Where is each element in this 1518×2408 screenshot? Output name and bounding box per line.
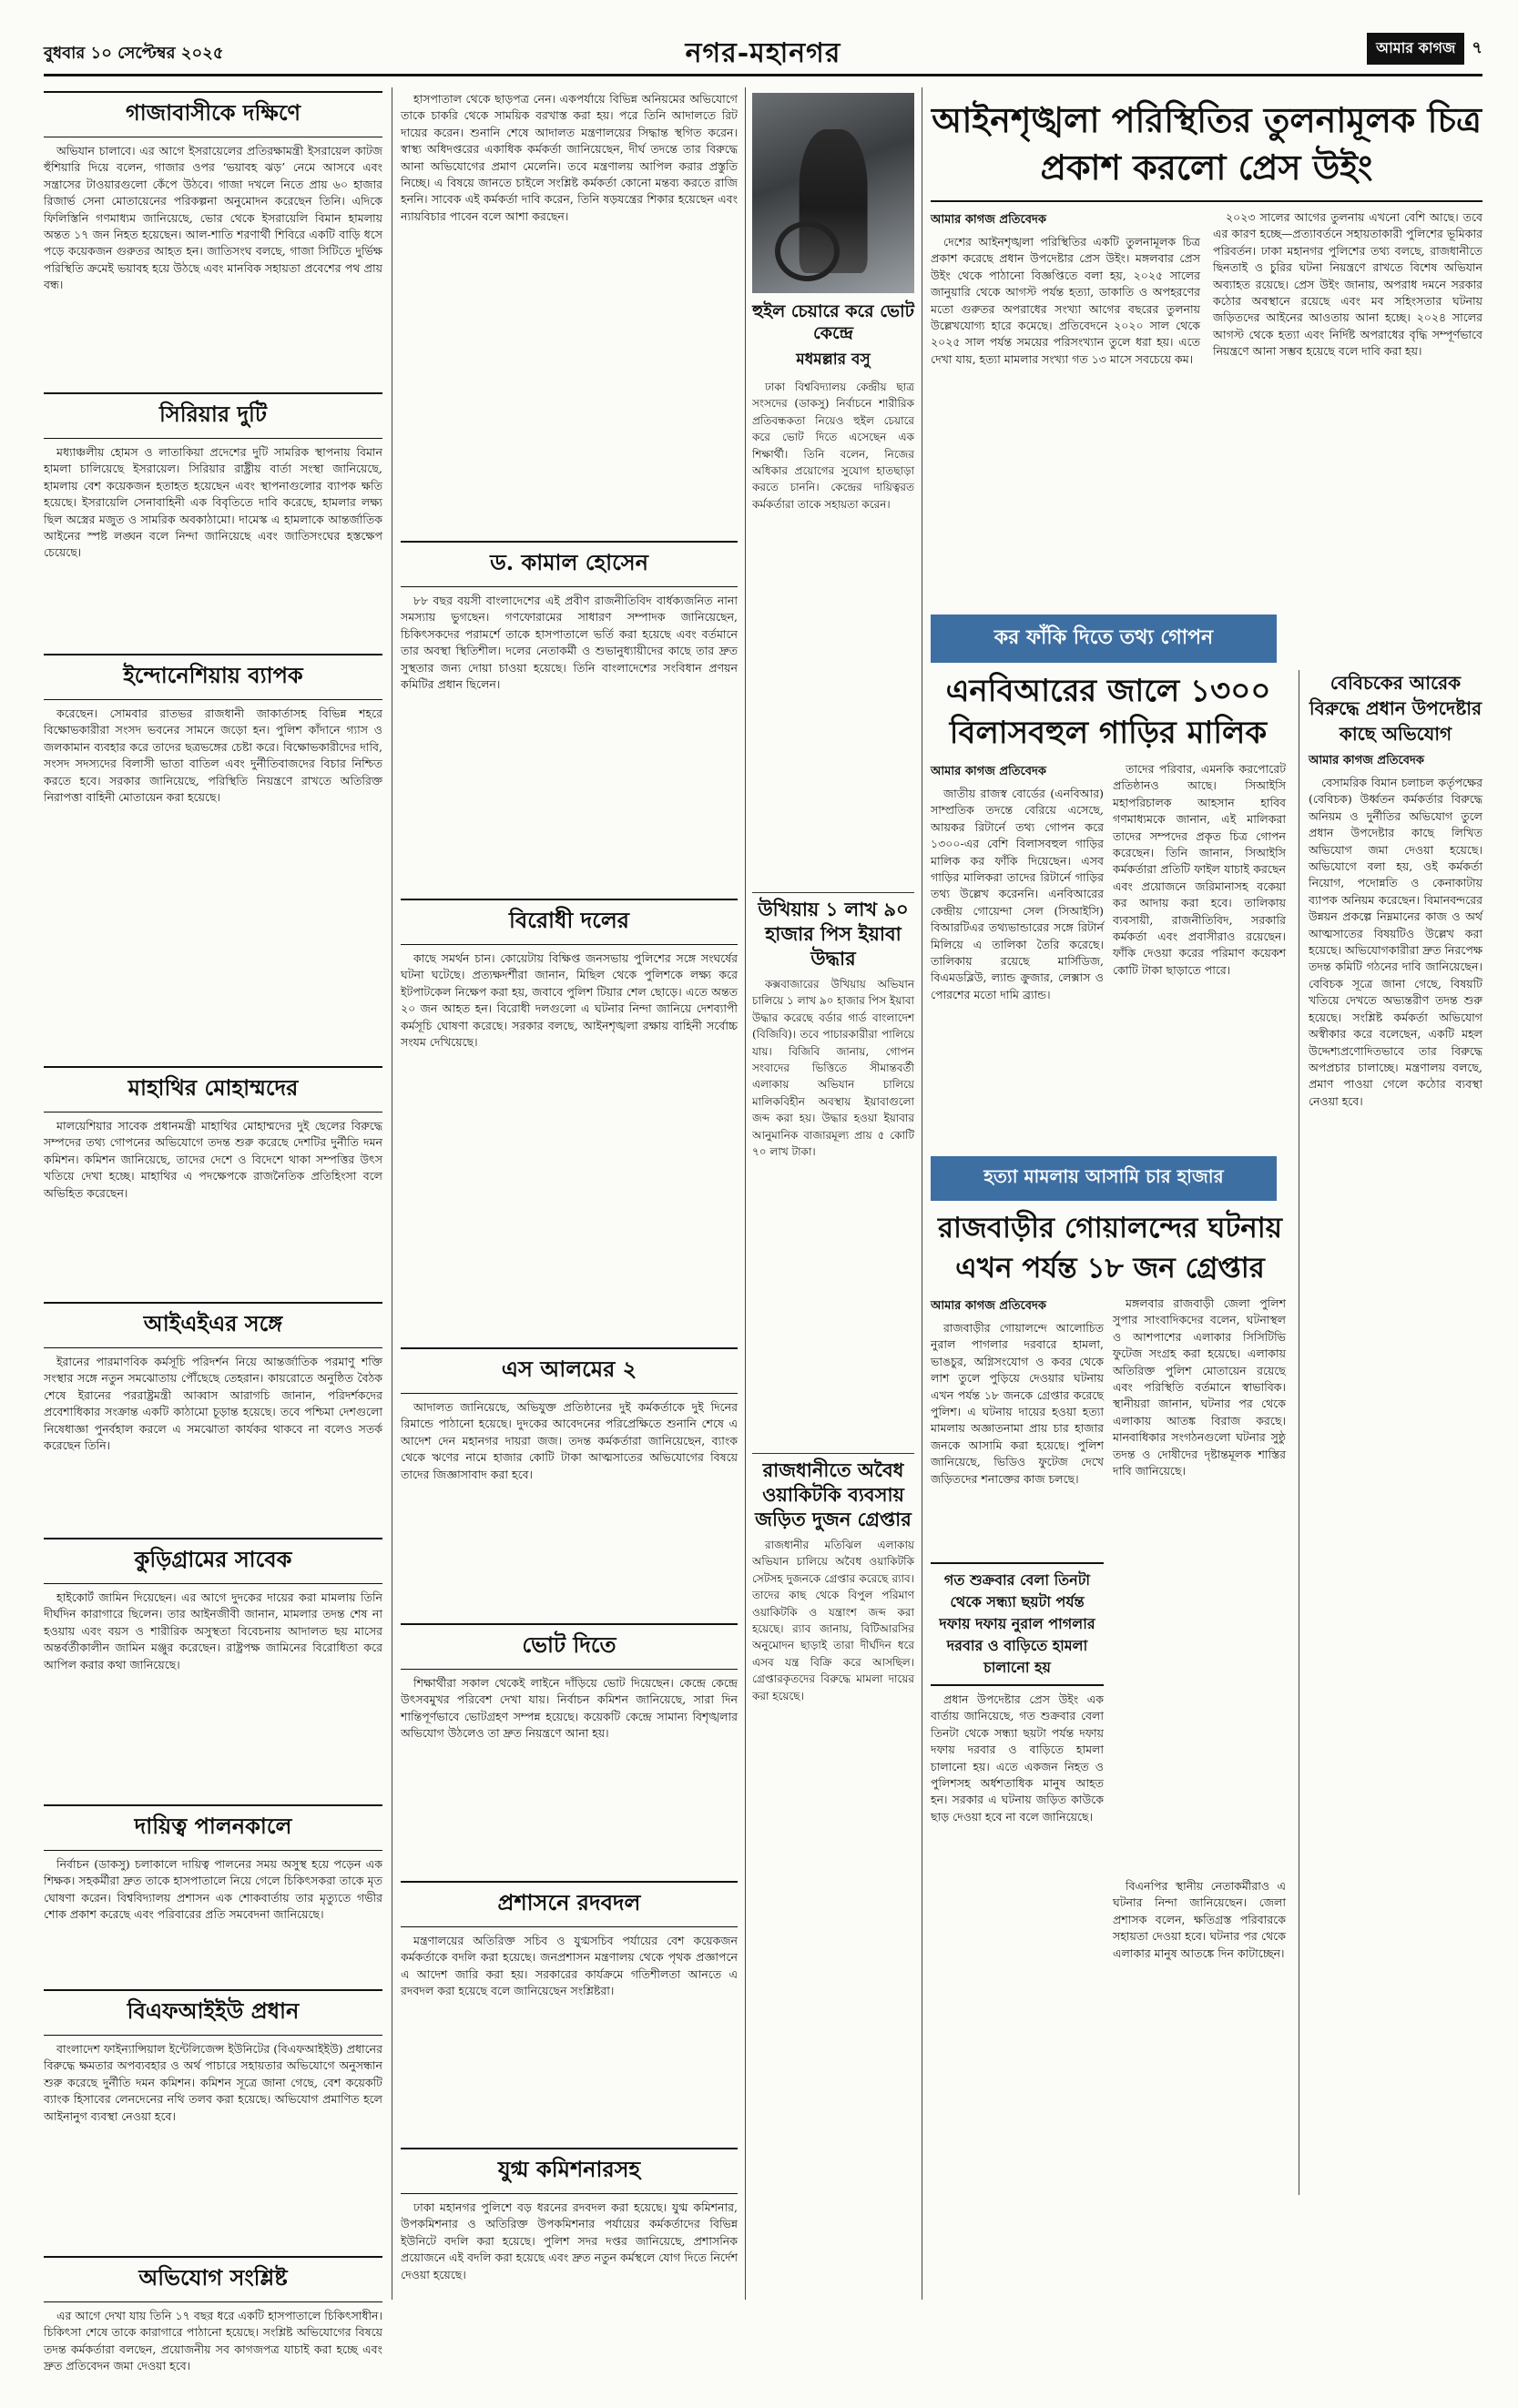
article-body: মধ্যাঞ্চলীয় হোমস ও লাতাকিয়া প্রদেশের দুটি সামরিক স্থাপনায় বিমান হামলা চালিয়েছে ইসরায়েল। সিরিয়ার রাষ্ট্রীয় বার্তা সংস্থা জানিয়েছে, হামলায় বেশ কয়েকজন হতাহত হয়েছেন এবং স্থাপনাগুলোর ব্যাপক ক্ষতি হয়েছে। ইসরায়েলি সেনাবাহিনী এক বিবৃতিতে দাবি করেছে, হামলার লক্ষ্য ছিল অস্ত্রের মজুত ও সামরিক অবকাঠামো। দামেস্ক এ হামলাকে আন্তর্জাতিক আইনের স্পষ্ট লঙ্ঘন বলে নিন্দা জানিয়েছে এবং জাতিসংঘের হস্তক্ষেপ চেয়েছে। [44, 445, 382, 560]
headline: সিরিয়ার দুটি [44, 392, 382, 439]
wheelchair-wheel [775, 221, 840, 281]
article-body: মালয়েশিয়ার সাবেক প্রধানমন্ত্রী মাহাথির মোহাম্মদের দুই ছেলের বিরুদ্ধে সম্পদের তথ্য গোপনের অভিযোগে তদন্ত শুরু করেছে দেশটির দুর্নীতি দমন কমিশন। কমিশন জানিয়েছে, তাদের দেশে ও বিদেশে থাকা সম্পত্তির উৎস খতিয়ে দেখা হচ্ছে। মাহাথির এ পদক্ষেপকে রাজনৈতিক প্রতিহিংসা বলে অভিহিত করেছেন। [44, 1119, 382, 1200]
headline: রাজধানীতে অবৈধ ওয়াকিটকি ব্যবসায় জড়িত দুজন গ্রেপ্তার [755, 1458, 912, 1530]
side-article [1299, 670, 1482, 2195]
headline: অভিযোগ সংশ্লিষ্ট [44, 2256, 382, 2302]
rajbari-byline: আমার কাগজ প্রতিবেদক [931, 1299, 1046, 1313]
kicker-banner: কর ফাঁকি দিতে তথ্য গোপন [931, 615, 1277, 663]
article-body: ৮৮ বছর বয়সী বাংলাদেশের এই প্রবীণ রাজনীতিবিদ বার্ধক্যজনিত নানা সমস্যায় ভুগছেন। গণফোরামের সাধারণ সম্পাদক জানিয়েছেন, চিকিৎসকদের পরামর্শে তাকে হাসপাতালে ভর্তি করা হয়েছে এবং বর্তমানে তার অবস্থা স্থিতিশীল। দলের নেতাকর্মী ও শুভানুধ্যায়ীদের কাছে তার দ্রুত সুস্থতার জন্য দোয়া চাওয়া হয়েছে। তিনি বাংলাদেশের সংবিধান প্রণয়ন কমিটির প্রধান ছিলেন। [401, 594, 738, 692]
photo-caption: হুইল চেয়ারে করে ভোট কেন্দ্রে [752, 301, 914, 343]
side-byline: আমার কাগজ প্রতিবেদক [1309, 754, 1424, 767]
photo-wheelchair-voter [752, 93, 914, 293]
column-divider [745, 87, 746, 2300]
kicker-banner: হত্যা মামলায় আসামি চার হাজার [931, 1156, 1277, 1201]
column-3 [752, 91, 914, 2312]
divider [752, 1453, 914, 1454]
lead-byline: আমার কাগজ প্রতিবেদক [931, 213, 1046, 227]
rajbari-headline: রাজবাড়ীর গোয়ালন্দের ঘটনায় এখন পর্যন্ত ১৮ জন গ্রেপ্তার [937, 1212, 1283, 1285]
headline: এস আলমের ২ [401, 1347, 738, 1394]
car-headline: এনবিআরের জালে ১৩০০ বিলাসবহুল গাড়ির মালিক [945, 673, 1271, 751]
article-body: ইরানের পারমাণবিক কর্মসূচি পরিদর্শন নিয়ে আন্তর্জাতিক পরমাণু শক্তি সংস্থার সঙ্গে নতুন সমঝোতায় পৌঁছেছে তেহরান। কায়রোতে অনুষ্ঠিত বৈঠক শেষে ইরানের পররাষ্ট্রমন্ত্রী আব্বাস আরাগচি জানান, পরিদর্শকদের প্রবেশাধিকার সংক্রান্ত একটি কাঠামো চূড়ান্ত হয়েছে। তবে পশ্চিমা দেশগুলো নিষেধাজ্ঞা পুনর্বহাল করলে এ সমঝোতা কার্যকর থাকবে না বলেও সতর্ক করেছেন তিনি। [44, 1355, 382, 1453]
headline: দায়িত্ব পালনকালে [44, 1804, 382, 1851]
car-byline: আমার কাগজ প্রতিবেদক [931, 765, 1046, 778]
article-body: মঙ্গলবার রাজবাড়ী জেলা পুলিশ সুপার সাংবাদিকদের বলেন, ঘটনাস্থল ও আশপাশের এলাকার সিসিটিভি ফুটেজ সংগ্রহ করা হয়েছে। এলাকায় অতিরিক্ত পুলিশ মোতায়েন রয়েছে এবং পরিস্থিতি বর্তমানে স্বাভাবিক। স্থানীয়রা জানান, ঘটনার পর থেকে এলাকায় আতঙ্ক বিরাজ করছে। মানবাধিকার সংগঠনগুলো ঘটনার সুষ্ঠু তদন্ত ও দোষীদের দৃষ্টান্তমূলক শাস্তির দাবি জানিয়েছে। [1113, 1296, 1286, 1478]
article-body: কাছে সমর্থন চান। কোয়েটায় বিক্ষিপ্ত জনসভায় পুলিশের সঙ্গে সংঘর্ষের ঘটনা ঘটেছে। প্রত্যক্ষদর্শীরা জানান, মিছিল থেকে পুলিশকে লক্ষ্য করে ইটপাটকেল নিক্ষেপ করা হয়, জবাবে পুলিশ টিয়ার শেল ছোড়ে। এতে অন্তত ২০ জন আহত হন। বিরোধী দলগুলো এ ঘটনার নিন্দা জানিয়ে দেশব্যাপী কর্মসূচি ঘোষণা করেছে। সরকার বলছে, আইনশৃঙ্খলা রক্ষায় বাহিনী সর্বোচ্চ সংযম দেখিয়েছে। [401, 951, 738, 1050]
column-1 [44, 91, 382, 2373]
article-body: করেছেন। সোমবার রাতভর রাজধানী জাকার্তাসহ বিভিন্ন শহরে বিক্ষোভকারীরা সংসদ ভবনের সামনে জড়ো হন। পুলিশ কাঁদানে গ্যাস ও জলকামান ব্যবহার করে তাদের ছত্রভঙ্গের চেষ্টা করে। বিক্ষোভকারীদের দাবি, সংসদ সদস্যদের বিলাসী ভাতা বাতিল এবং দুর্নীতিবাজদের বিচার নিশ্চিত করতে হবে। সরকার জানিয়েছে, পরিস্থিতি নিয়ন্ত্রণে রাখতে অতিরিক্ত নিরাপত্তা বাহিনী মোতায়েন করা হয়েছে। [44, 706, 382, 805]
article-body: দেশের আইনশৃঙ্খলা পরিস্থিতির একটি তুলনামূলক চিত্র প্রকাশ করেছে প্রধান উপদেষ্টার প্রেস উইং। মঙ্গলবার প্রেস উইং থেকে পাঠানো বিজ্ঞপ্তিতে বলা হয়, ২০২৫ সালের জানুয়ারি থেকে আগস্ট পর্যন্ত হত্যা, ডাকাতি ও অপহরণের মতো গুরুতর অপরাধের সংখ্যা আগের বছরের তুলনায় উল্লেখযোগ্য হারে কমেছে। প্রতিবেদনে ২০২০ সাল থেকে ২০২৫ সাল পর্যন্ত সময়ের পরিসংখ্যান তুলে ধরা হয়। এতে দেখা যায়, হত্যা মামলার সংখ্যা গত ১৩ মাসে সবচেয়ে কম। [931, 235, 1200, 366]
article-body: নির্বাচন (ডাকসু) চলাকালে দায়িত্ব পালনের সময় অসুস্থ হয়ে পড়েন এক শিক্ষক। সহকর্মীরা দ্রুত তাকে হাসপাতালে নিয়ে গেলে চিকিৎসকরা তাকে মৃত ঘোষণা করেন। বিশ্ববিদ্যালয় প্রশাসন এক শোকবার্তায় তার মৃত্যুতে গভীর শোক প্রকাশ করেছে এবং পরিবারের প্রতি সমবেদনা জানিয়েছে। [44, 1857, 382, 1922]
side-headline: বেবিচকের আরেক বিরুদ্ধে প্রধান উপদেষ্টার কাছে অভিযোগ [1309, 672, 1482, 745]
headline: ভোট দিতে [401, 1623, 738, 1670]
article-body: অভিযান চালাবে। এর আগে ইসরায়েলের প্রতিরক্ষামন্ত্রী ইসরায়েল কাটজ হুঁশিয়ারি দিয়ে বলেন, গাজার ওপর ‘ভয়াবহ ঝড়’ নেমে আসবে এবং সন্ত্রাসের টাওয়ারগুলো কেঁপে উঠবে। গাজা দখলে নিতে প্রায় ৬০ হাজার রিজার্ভ সেনা মোতায়েনের পরিকল্পনা অনুমোদন করেছেন তিনি। এদিকে ফিলিস্তিনি গণমাধ্যম জানিয়েছে, ভোর থেকে ইসরায়েলি বিমান হামলায় অন্তত ১৭ জন নিহত হয়েছেন। আল-শাতি শরণার্থী শিবিরে একটি বাড়ি ধসে পড়ে কয়েকজন গুরুতর আহত হন। জাতিসংঘ বলছে, গাজা সিটিতে দুর্ভিক্ষ পরিস্থিতি ক্রমেই ভয়াবহ হয়ে উঠছে এবং মানবিক সহায়তা প্রবেশের পথ প্রায় বন্ধ। [44, 144, 382, 292]
article-body: হাসপাতাল থেকে ছাড়পত্র নেন। একপর্যায়ে বিভিন্ন অনিয়মের অভিযোগে তাকে চাকরি থেকে সাময়িক বরখাস্ত করা হয়। পরে তিনি আদালতে রিট দায়ের করেন। শুনানি শেষে আদালত মন্ত্রণালয়ের সিদ্ধান্ত স্থগিত করেন। স্বাস্থ্য অধিদপ্তরের একাধিক কর্মকর্তা জানিয়েছেন, দীর্ঘ তদন্তে তার বিরুদ্ধে আনা অভিযোগের প্রমাণ মেলেনি। তবে মন্ত্রণালয় আপিল করার প্রস্তুতি নিচ্ছে। এ বিষয়ে জানতে চাইলে সংশ্লিষ্ট কর্মকর্তা কোনো মন্তব্য করতে রাজি হননি। সাবেক এই কর্মকর্তা দাবি করেন, তিনি ষড়যন্ত্রের শিকার হয়েছেন এবং ন্যায়বিচার পাবেন বলে আশা করছেন। [401, 92, 738, 223]
article-body: হাইকোর্ট জামিন দিয়েছেন। এর আগে দুদকের দায়ের করা মামলায় তিনি দীর্ঘদিন কারাগারে ছিলেন। তার আইনজীবী জানান, মামলার তদন্ত শেষ না হওয়ায় এবং বয়স ও শারীরিক অসুস্থতা বিবেচনায় আদালত ছয় মাসের অন্তর্বর্তীকালীন জামিন মঞ্জুর করেছেন। রাষ্ট্রপক্ষ জামিনের বিরোধিতা করে আপিল করার কথা জানিয়েছে। [44, 1590, 382, 1671]
article-body: বাংলাদেশ ফাইন্যান্সিয়াল ইন্টেলিজেন্স ইউনিটের (বিএফআইইউ) প্রধানের বিরুদ্ধে ক্ষমতার অপব্যবহার ও অর্থ পাচারে সহায়তার অভিযোগে অনুসন্ধান শুরু করেছে দুর্নীতি দমন কমিশন। কমিশন সূত্রে জানা গেছে, বেশ কয়েকটি ব্যাংক হিসাবের লেনদেনের নথি তলব করা হয়েছে। অভিযোগ প্রমাণিত হলে আইনানুগ ব্যবস্থা নেওয়া হবে। [44, 2042, 382, 2123]
article-body: ঢাকা বিশ্ববিদ্যালয় কেন্দ্রীয় ছাত্র সংসদের (ডাকসু) নির্বাচনে শারীরিক প্রতিবন্ধকতা নিয়েও হুইল চেয়ারে করে ভোট দিতে এসেছেন এক শিক্ষার্থী। তিনি বলেন, নিজের অধিকার প্রয়োগের সুযোগ হাতছাড়া করতে চাননি। কেন্দ্রের দায়িত্বরত কর্মকর্তারা তাকে সহায়তা করেন। [752, 381, 914, 511]
rajbari-article [931, 1156, 1289, 2312]
article-body: রাজধানীর মতিঝিল এলাকায় অভিযান চালিয়ে অবৈধ ওয়াকিটকি সেটসহ দুজনকে গ্রেপ্তার করেছে র‌্যাব। তাদের কাছ থেকে বিপুল পরিমাণ ওয়াকিটকি ও যন্ত্রাংশ জব্দ করা হয়েছে। র‌্যাব জানায়, বিটিআরসির অনুমোদন ছাড়াই তারা দীর্ঘদিন ধরে এসব যন্ত্র বিক্রি করে আসছিল। গ্রেপ্তারকৃতদের বিরুদ্ধে মামলা দায়ের করা হয়েছে। [752, 1539, 914, 1702]
page-header [44, 27, 1482, 76]
column-2 [401, 91, 738, 2312]
article-body: মন্ত্রণালয়ের অতিরিক্ত সচিব ও যুগ্মসচিব পর্যায়ের বেশ কয়েকজন কর্মকর্তাকে বদলি করা হয়েছে। জনপ্রশাসন মন্ত্রণালয় থেকে পৃথক প্রজ্ঞাপনে এ আদেশ জারি করা হয়। সরকারের কার্যক্রমে গতিশীলতা আনতে এ রদবদল করা হয়েছে বলে জানিয়েছেন সংশ্লিষ্টরা। [401, 1934, 738, 1998]
article-body: রাজবাড়ীর গোয়ালন্দে আলোচিত নুরাল পাগলার দরবারে হামলা, ভাঙচুর, অগ্নিসংযোগ ও কবর থেকে লাশ তুলে পুড়িয়ে দেওয়ার ঘটনায় এখন পর্যন্ত ১৮ জনকে গ্রেপ্তার করেছে পুলিশ। এ ঘটনায় দায়ের হওয়া হত্যা মামলায় অজ্ঞাতনামা প্রায় চার হাজার জনকে আসামি করা হয়েছে। পুলিশ জানিয়েছে, ভিডিও ফুটেজ দেখে জড়িতদের শনাক্তের কাজ চলছে। [931, 1321, 1104, 1486]
article-body: আদালত জানিয়েছে, অভিযুক্ত প্রতিষ্ঠানের দুই কর্মকর্তাকে দুই দিনের রিমান্ডে পাঠানো হয়েছে। দুদকের আবেদনের পরিপ্রেক্ষিতে শুনানি শেষে এ আদেশ দেন মহানগর দায়রা জজ। তদন্ত কর্মকর্তারা জানিয়েছেন, ব্যাংক থেকে ঋণের নামে হাজার কোটি টাকা আত্মসাতের অভিযোগের বিষয়ে তাদের জিজ্ঞাসাবাদ করা হবে। [401, 1400, 738, 1481]
headline: বিরোধী দলের [401, 899, 738, 945]
pull-quote: গত শুক্রবার বেলা তিনটা থেকে সন্ধ্যা ছয়টা পর্যন্ত দফায় দফায় নুরাল পাগলার দরবার ও বাড়িতে হামলা চালানো হয় [931, 1562, 1104, 1686]
issue-date: বুধবার ১০ সেপ্টেম্বর ২০২৫ [44, 44, 224, 63]
lead-article [931, 209, 1482, 607]
headline: যুগ্ম কমিশনারসহ [401, 2148, 738, 2194]
header-right [1367, 33, 1482, 65]
headline: আইএইএর সঙ্গে [44, 1302, 382, 1348]
article-body: এর আগে দেখা যায় তিনি ১৭ বছর ধরে একটি হাসপাতালে চিকিৎসাধীন। চিকিৎসা শেষে তাকে কারাগারে পাঠানো হয়েছে। সংশ্লিষ্ট অভিযোগের বিষয়ে তদন্ত কর্মকর্তারা বলছেন, প্রয়োজনীয় সব কাগজপত্র যাচাই করা হচ্ছে এবং দ্রুত প্রতিবেদন জমা দেওয়া হবে। [44, 2309, 382, 2373]
section-title: নগর-মহানগর [685, 37, 841, 69]
headline: বিএফআইইউ প্রধান [44, 1989, 382, 2036]
article-body: জাতীয় রাজস্ব বোর্ডের (এনবিআর) সাম্প্রতিক তদন্তে বেরিয়ে এসেছে, আয়কর রিটার্নে তথ্য গোপন করে ১৩০০-এর বেশি বিলাসবহুল গাড়ির মালিক কর ফাঁকি দিয়েছেন। এসব গাড়ির মালিকরা তাদের রিটার্নে গাড়ির তথ্য উল্লেখ করেননি। এনবিআরের কেন্দ্রীয় গোয়েন্দা সেল (সিআইসি) বিআরটিএর তথ্যভান্ডারের সঙ্গে রিটার্ন মিলিয়ে এ তালিকা তৈরি করেছে। তালিকায় রয়েছে মার্সিডিজ, বিএমডব্লিউ, ল্যান্ড ক্রুজার, লেক্সাস ও পোরশের মতো দামি ব্র্যান্ড। [931, 787, 1104, 1001]
page-number: ৭ [1472, 38, 1482, 57]
headline: ড. কামাল হোসেন [401, 541, 738, 587]
divider [752, 892, 914, 893]
article-body: তাদের পরিবার, এমনকি করপোরেট প্রতিষ্ঠানও আছে। সিআইসি মহাপরিচালক আহসান হাবিব গণমাধ্যমকে জানান, এই মালিকরা তাদের সম্পদের প্রকৃত চিত্র গোপন করেছেন। তিনি জানান, সিআইসি কর্মকর্তারা প্রতিটি ফাইল যাচাই করছেন এবং প্রয়োজনে জরিমানাসহ বকেয়া কর আদায় করা হবে। তালিকায় ব্যবসায়ী, রাজনীতিবিদ, সরকারি কর্মকর্তা এবং প্রবাসীরাও রয়েছেন। ফাঁকি দেওয়া করের পরিমাণ কয়েকশ কোটি টাকা ছাড়াতে পারে। [1113, 762, 1286, 977]
headline: মাহাথির মোহাম্মদের [44, 1066, 382, 1113]
article-body: ঢাকা মহানগর পুলিশে বড় ধরনের রদবদল করা হয়েছে। যুগ্ম কমিশনার, উপকমিশনার ও অতিরিক্ত উপকমিশনার পর্যায়ের কর্মকর্তাদের বিভিন্ন ইউনিটে বদলি করা হয়েছে। পুলিশ সদর দপ্তর জানিয়েছে, প্রশাসনিক প্রয়োজনে এই বদলি করা হয়েছে এবং দ্রুত নতুন কর্মস্থলে যোগ দিতে নির্দেশ দেওয়া হয়েছে। [401, 2200, 738, 2281]
article-body: ২০২৩ সালের আগের তুলনায় এখনো বেশি আছে। তবে এর কারণ হচ্ছে—প্রত্যাবর্তনে সহায়তাকারী পুলিশের ভূমিকার পরিবর্তন। ঢাকা মহানগর পুলিশের তথ্য বলছে, রাজধানীতে ছিনতাই ও চুরির ঘটনা নিয়ন্ত্রণে রাখতে বিশেষ অভিযান অব্যাহত রয়েছে। প্রেস উইং জানায়, অপরাধ দমনে সরকার কঠোর অবস্থানে রয়েছে এবং মব সহিংসতার ঘটনায় জড়িতদের আইনের আওতায় আনা হচ্ছে। ২০২৪ সালের আগস্ট থেকে হত্যা এবং নির্দিষ্ট অপরাধের বৃদ্ধি সম্পূর্ণভাবে নিয়ন্ত্রণে আনা সম্ভব হয়েছে বলে দাবি করা হয়। [1213, 210, 1482, 359]
headline: উখিয়ায় ১ লাখ ৯০ হাজার পিস ইয়াবা উদ্ধার [758, 898, 909, 970]
article-body: শিক্ষার্থীরা সকাল থেকেই লাইনে দাঁড়িয়ে ভোট দিয়েছেন। কেন্দ্রে কেন্দ্রে উৎসবমুখর পরিবেশ দেখা যায়। নির্বাচন কমিশন জানিয়েছে, সারা দিন শান্তিপূর্ণভাবে ভোটগ্রহণ সম্পন্ন হয়েছে। কয়েকটি কেন্দ্রে সামান্য বিশৃঙ্খলার অভিযোগ উঠলেও তা দ্রুত নিয়ন্ত্রণে আনা হয়। [401, 1676, 738, 1741]
article-body: প্রধান উপদেষ্টার প্রেস উইং এক বার্তায় জানিয়েছে, গত শুক্রবার বেলা তিনটা থেকে সন্ধ্যা ছয়টা পর্যন্ত দফায় দফায় দরবার ও বাড়িতে হামলা চালানো হয়। এতে একজন নিহত ও পুলিশসহ অর্ধশতাধিক মানুষ আহত হন। সরকার এ ঘটনায় জড়িত কাউকে ছাড় দেওয়া হবে না বলে জানিয়েছে। [931, 1692, 1104, 1824]
headline: কুড়িগ্রামের সাবেক [44, 1538, 382, 1584]
headline: ইন্দোনেশিয়ায় ব্যাপক [44, 654, 382, 700]
article-body: কক্সবাজারের উখিয়ায় অভিযান চালিয়ে ১ লাখ ৯০ হাজার পিস ইয়াবা উদ্ধার করেছে বর্ডার গার্ড বাংলাদেশ (বিজিবি)। তবে পাচারকারীরা পালিয়ে যায়। বিজিবি জানায়, গোপন সংবাদের ভিত্তিতে সীমান্তবর্তী এলাকায় অভিযান চালিয়ে মালিকবিহীন অবস্থায় ইয়াবাগুলো জব্দ করা হয়। উদ্ধার হওয়া ইয়াবার আনুমানিক বাজারমূল্য প্রায় ৫ কোটি ৭০ লাখ টাকা। [752, 978, 914, 1159]
newspaper-logo: আমার কাগজ [1367, 33, 1464, 65]
headline: প্রশাসনে রদবদল [401, 1881, 738, 1927]
photo-byline: মধমল্লার বসু [796, 351, 871, 369]
article-body: বিএনপির স্থানীয় নেতাকর্মীরাও এ ঘটনার নিন্দা জানিয়েছেন। জেলা প্রশাসক বলেন, ক্ষতিগ্রস্ত পরিবারকে সহায়তা দেওয়া হবে। ঘটনার পর থেকে এলাকার মানুষ আতঙ্কে দিন কাটাচ্ছেন। [1113, 1879, 1286, 1960]
headline: গাজাবাসীকে দক্ষিণে [44, 91, 382, 137]
lead-headline: আইনশৃঙ্খলা পরিস্থিতির তুলনামূলক চিত্র প্রকাশ করলো প্রেস উইং [931, 91, 1482, 202]
article-body: বেসামরিক বিমান চলাচল কর্তৃপক্ষের (বেবিচক) উর্ধ্বতন কর্মকর্তার বিরুদ্ধে অনিয়ম ও দুর্নীতির অভিযোগ তুলে প্রধান উপদেষ্টার কাছে লিখিত অভিযোগ জমা দেওয়া হয়েছে। অভিযোগে বলা হয়, ওই কর্মকর্তা নিয়োগ, পদোন্নতি ও কেনাকাটায় ব্যাপক অনিয়ম করেছেন। বিমানবন্দরের উন্নয়ন প্রকল্পে নিম্নমানের কাজ ও অর্থ আত্মসাতের বিষয়টিও উল্লেখ করা হয়েছে। অভিযোগকারীরা দ্রুত নিরপেক্ষ তদন্ত কমিটি গঠনের দাবি জানিয়েছেন। বেবিচক সূত্রে জানা গেছে, বিষয়টি খতিয়ে দেখতে অভ্যন্তরীণ তদন্ত শুরু হয়েছে। সংশ্লিষ্ট কর্মকর্তা অভিযোগ অস্বীকার করে বলেছেন, একটি মহল উদ্দেশ্যপ্রণোদিতভাবে তার বিরুদ্ধে অপপ্রচার চালাচ্ছে। মন্ত্রণালয় বলছে, প্রমাণ পাওয়া গেলে কঠোর ব্যবস্থা নেওয়া হবে। [1309, 776, 1482, 1108]
